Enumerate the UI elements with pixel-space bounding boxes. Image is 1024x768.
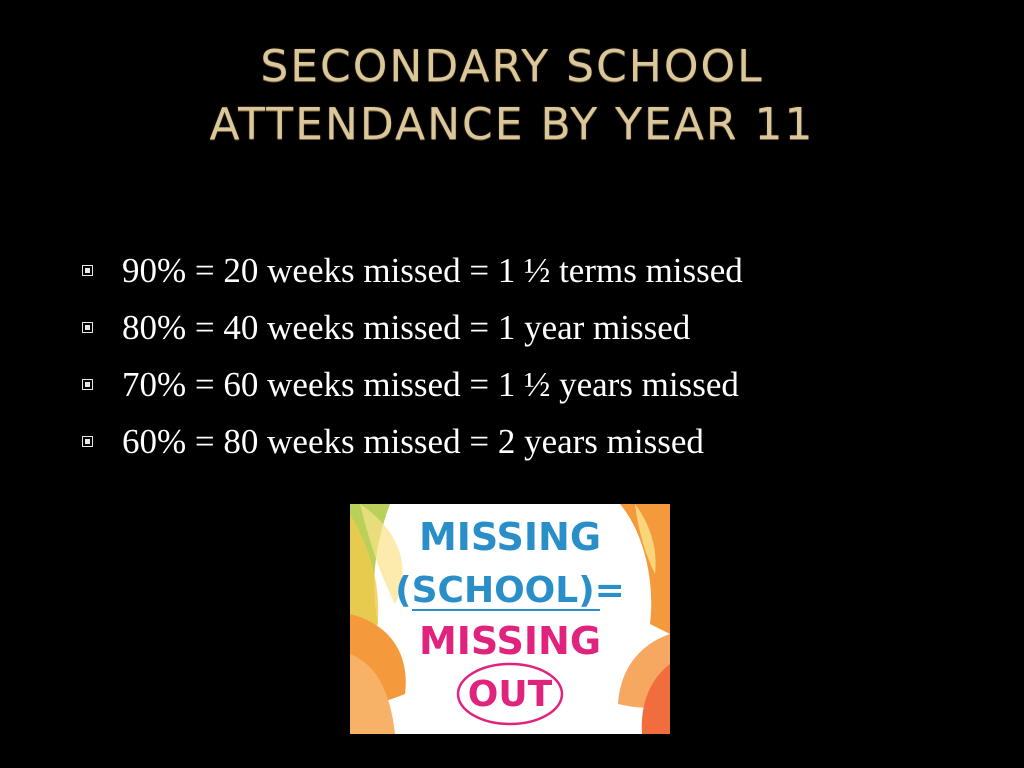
bullet-text: 80% = 40 weeks missed = 1 year missed	[122, 307, 691, 347]
poster-line-4: OUT	[467, 674, 553, 715]
bullet-text: 90% = 20 weeks missed = 1 ½ terms missed	[122, 250, 743, 290]
title-line-2: ATTENDANCE BY YEAR 11	[209, 99, 815, 150]
slide-title	[0, 38, 1024, 154]
title-line-1: SECONDARY SCHOOL	[260, 41, 764, 92]
list-item	[82, 242, 962, 299]
bullet-list	[82, 242, 962, 470]
square-bullet-icon	[82, 379, 93, 390]
poster-line-2: (SCHOOL)=	[395, 570, 625, 611]
list-item	[82, 356, 962, 413]
bullet-text: 70% = 60 weeks missed = 1 ½ years missed	[122, 364, 739, 404]
poster-line-1: MISSING	[418, 515, 602, 559]
poster-line-3: MISSING	[418, 619, 602, 663]
list-item	[82, 413, 962, 470]
list-item	[82, 299, 962, 356]
bullet-text: 60% = 80 weeks missed = 2 years missed	[122, 421, 704, 461]
missing-school-poster-image	[350, 504, 670, 734]
square-bullet-icon	[82, 436, 93, 447]
square-bullet-icon	[82, 322, 93, 333]
square-bullet-icon	[82, 265, 93, 276]
poster-graphic	[350, 504, 670, 734]
